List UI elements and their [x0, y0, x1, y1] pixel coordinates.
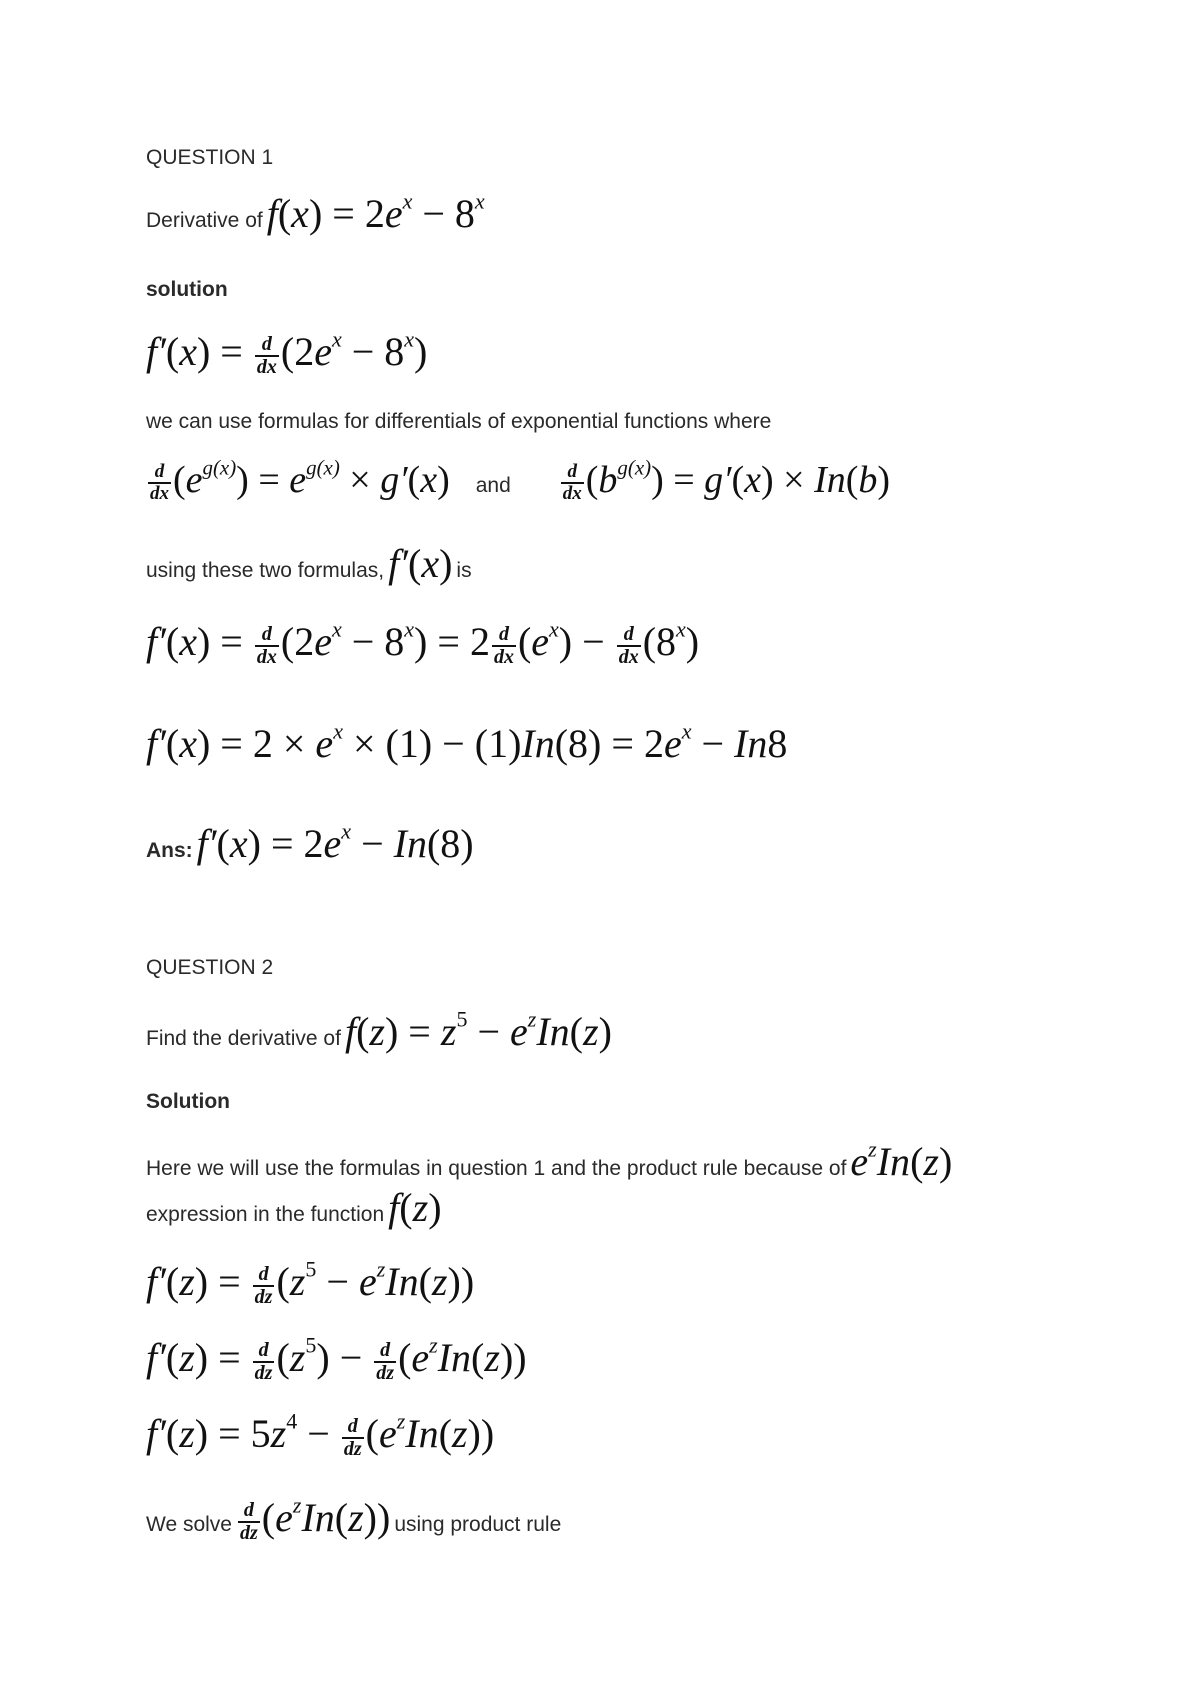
question-2-statement: [146, 1008, 612, 1055]
fprime-x: f′(x): [388, 541, 453, 586]
q2-step-2: f′(z) = $\frac{d}{dz}$ $(z^5)$ − $\frac{d}{dz}$ $(e^zIn(z))$: [146, 1332, 527, 1384]
q1-using-line: [146, 540, 472, 587]
question-1-intro: Derivative of: [146, 209, 263, 232]
question-1-statement: [146, 190, 485, 237]
derivative-ez-ln-z: $\frac{d}{dz}$ $(e^zIn(z))$: [239, 1492, 391, 1544]
question-2-title: QUESTION 2: [146, 956, 274, 979]
q1-step-1: f′(x) = $\frac{d}{dx}$ $(2e^x - 8^x)$: [146, 326, 428, 378]
is-word: is: [456, 559, 472, 582]
question-1-title: QUESTION 1: [146, 146, 274, 169]
q2-solution-label: Solution: [146, 1090, 230, 1113]
q1-function-equation: $f(x) = 2e^x - 8^x$: [266, 188, 485, 236]
using-product-rule-text: using product rule: [394, 1513, 562, 1536]
q2-explain-text-b: expression in the function: [146, 1203, 385, 1226]
exp-derivative-formula: $\frac{d}{dx}$ $(e^{g(x)}) = e^{g(x)} \times g'(x)$: [150, 455, 450, 505]
q2-explain-line-1: [146, 1138, 952, 1185]
q2-explain-text-a: Here we will use the formulas in question 1 and the product rule because of: [146, 1157, 847, 1180]
q1-answer: [146, 820, 474, 867]
and-word: and: [475, 474, 511, 497]
q2-function-equation: $f(z) = z^5 - e^zIn(z)$: [344, 1006, 612, 1054]
ans-label: Ans:: [146, 839, 193, 862]
ez-ln-z: $e^zIn(z)$: [850, 1136, 953, 1184]
using-text: using these two formulas,: [146, 559, 385, 582]
base-exp-derivative-formula: $\frac{d}{dx}$ $(b^{g(x)}) = g'(x) \times In(b)$: [562, 455, 891, 505]
q1-formulas-line: [146, 455, 891, 505]
q1-step-3: $f'(x) = 2 \times e^x \times (1) - (1)In(8) = 2e^x - In8$: [146, 718, 788, 766]
q2-step-1: f′(z) = $\frac{d}{dz}$ $(z^5 - e^zIn(z))$: [146, 1256, 475, 1308]
q2-explain-line-2: [146, 1184, 442, 1231]
q1-answer-equation: $f'(x) = 2e^x - In(8)$: [196, 818, 474, 866]
q1-solution-label: solution: [146, 278, 228, 301]
we-solve-text: We solve: [146, 1513, 232, 1536]
question-2-intro: Find the derivative of: [146, 1027, 341, 1050]
q2-step-3: $f'(z) = 5z^4$ − $\frac{d}{dz}$ $(e^zIn(z))$: [146, 1408, 495, 1460]
f-of-z: f(z): [388, 1185, 442, 1230]
q1-step-2: f′(x) = $\frac{d}{dx}$ $(2e^x - 8^x) = 2$ $\frac{d}{dx}$ $(e^x)$ − $\frac{d}{dx}$ (8$^x$): [146, 616, 700, 668]
q1-explain-text: we can use formulas for differentials of exponential functions where: [146, 410, 772, 433]
q2-solve-line: [146, 1494, 561, 1544]
